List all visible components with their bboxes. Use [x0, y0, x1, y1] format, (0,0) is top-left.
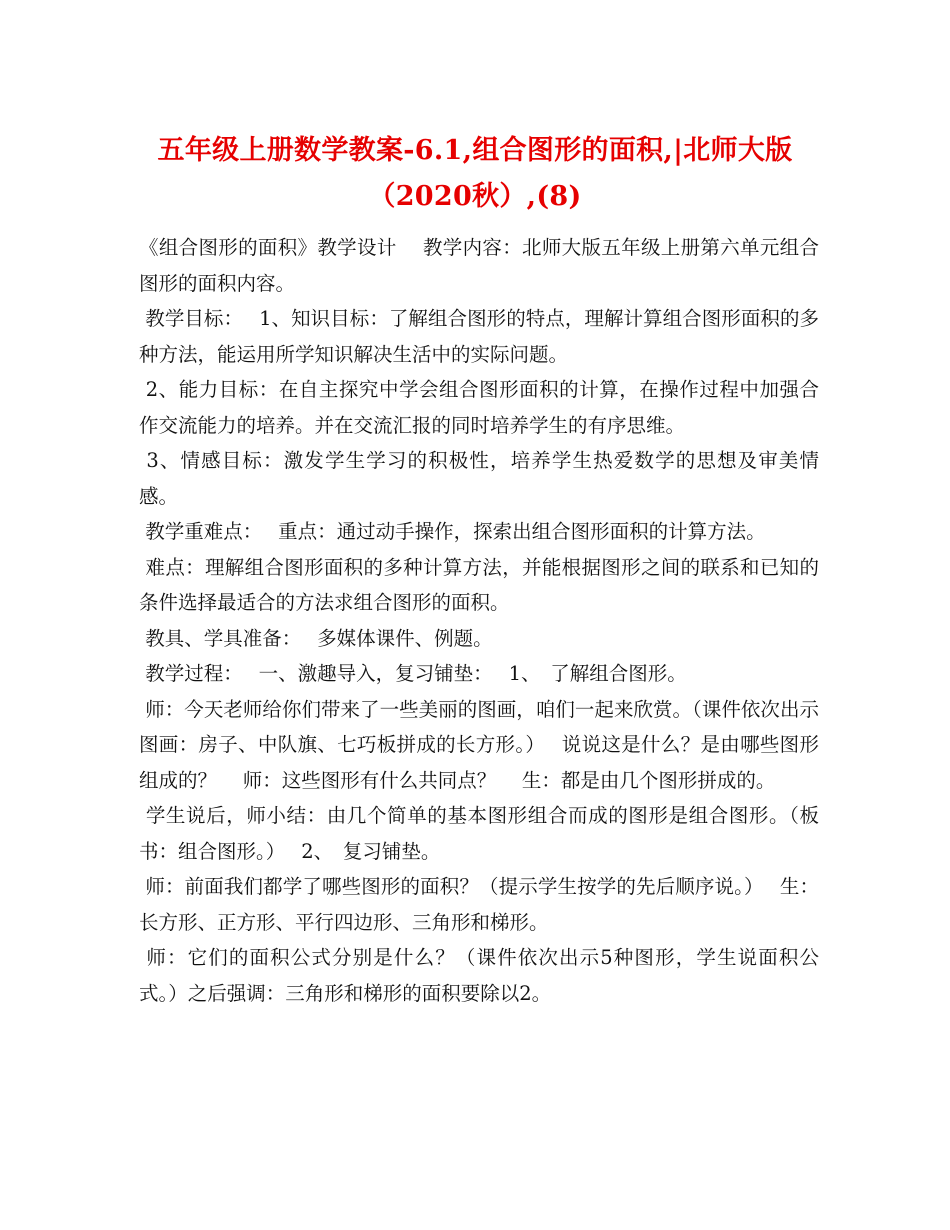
paragraph-formulas: 师：它们的面积公式分别是什么？（课件依次出示5种图形，学生说面积公式。）之后强调：三角形和梯形的面积要除以2。	[139, 946, 819, 1005]
paragraph-goal-knowledge: 教学目标： 1、知识目标：了解组合图形的特点，理解计算组合图形面积的多种方法，能运用所学知识解决生活中的实际问题。	[139, 307, 820, 366]
paragraph-summary: 学生说后，师小结：由几个简单的基本图形组合而成的图形是组合图形。（板书：组合图形。） 2、 复习铺垫。	[139, 804, 819, 863]
paragraph-key-points: 教学重难点： 重点：通过动手操作，探索出组合图形面积的计算方法。	[139, 520, 766, 543]
paragraph-review: 师：前面我们都学了哪些图形的面积？（提示学生按学的先后顺序说。） 生：长方形、正方形、平行四边形、三角形和梯形。	[139, 875, 819, 934]
paragraph-difficulties: 难点：理解组合图形面积的多种计算方法，并能根据图形之间的联系和已知的条件选择最适合的方法求组合图形的面积。	[139, 555, 819, 614]
paragraph-teacher-intro: 师：今天老师给你们带来了一些美丽的图画，咱们一起来欣赏。（课件依次出示图画：房子、中队旗、七巧板拼成的长方形。） 说说这是什么？是由哪些图形组成的？ 师：这些图形有什么共同点？ 生：都是由几个图形拼成的。	[139, 697, 819, 792]
paragraph-goal-ability: 2、能力目标：在自主探究中学会组合图形面积的计算，在操作过程中加强合作交流能力的培养。并在交流汇报的同时培养学生的有序思维。	[139, 378, 819, 437]
document-title	[100, 128, 850, 220]
title-line-2: （2020秋）,(8)	[368, 181, 582, 212]
paragraph-materials: 教具、学具准备： 多媒体课件、例题。	[139, 626, 493, 650]
paragraph-goal-emotion: 3、情感目标：激发学生学习的积极性，培养学生热爱数学的思想及审美情感。	[139, 449, 819, 508]
document-body	[139, 230, 819, 1011]
title-line-1: 五年级上册数学教案-6.1,组合图形的面积,|北师大版	[157, 135, 793, 166]
paragraph-intro: 《组合图形的面积》教学设计 教学内容：北师大版五年级上册第六单元组合图形的面积内容。	[139, 236, 819, 295]
paragraph-process: 教学过程： 一、激趣导入，复习铺垫： 1、 了解组合图形。	[139, 662, 687, 685]
